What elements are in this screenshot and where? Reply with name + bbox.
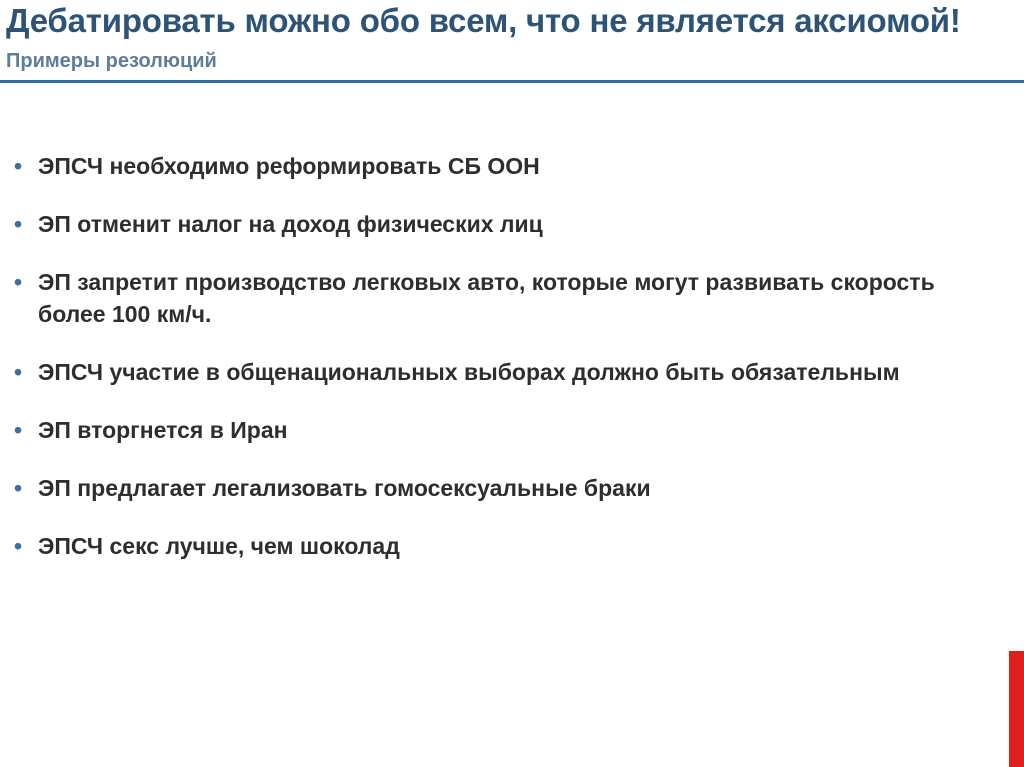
list-item-text: ЭПСЧ секс лучше, чем шоколад xyxy=(38,533,400,559)
list-item xyxy=(12,472,1012,504)
bullet-icon: • xyxy=(14,533,23,559)
bullet-icon: • xyxy=(14,211,23,237)
bullet-icon: • xyxy=(14,269,23,295)
resolution-list xyxy=(12,150,1012,588)
bullet-icon: • xyxy=(14,475,23,501)
list-item xyxy=(12,530,1012,562)
list-item-text: ЭП предлагает легализовать гомосексуальные браки xyxy=(38,475,651,501)
list-item-text: ЭП запретит производство легковых авто, которые могут развивать скорость более 100 км/ч. xyxy=(38,269,935,327)
list-item xyxy=(12,356,1012,388)
slide-title: Дебатировать можно обо всем, что не является аксиомой! xyxy=(6,2,961,39)
list-item xyxy=(12,414,1012,446)
list-item xyxy=(12,150,1012,182)
bullet-icon: • xyxy=(14,359,23,385)
list-item-text: ЭП отменит налог на доход физических лиц xyxy=(38,211,543,237)
bullet-icon: • xyxy=(14,153,23,179)
list-item xyxy=(12,266,1012,330)
header-divider xyxy=(0,80,1024,83)
list-item xyxy=(12,208,1012,240)
accent-bar xyxy=(1009,651,1024,767)
list-item-text: ЭПСЧ необходимо реформировать СБ ООН xyxy=(38,153,540,179)
bullet-icon: • xyxy=(14,417,23,443)
list-item-text: ЭП вторгнется в Иран xyxy=(38,417,288,443)
slide-subtitle: Примеры резолюций xyxy=(6,50,217,72)
list-item-text: ЭПСЧ участие в общенациональных выборах должно быть обязательным xyxy=(38,359,900,385)
